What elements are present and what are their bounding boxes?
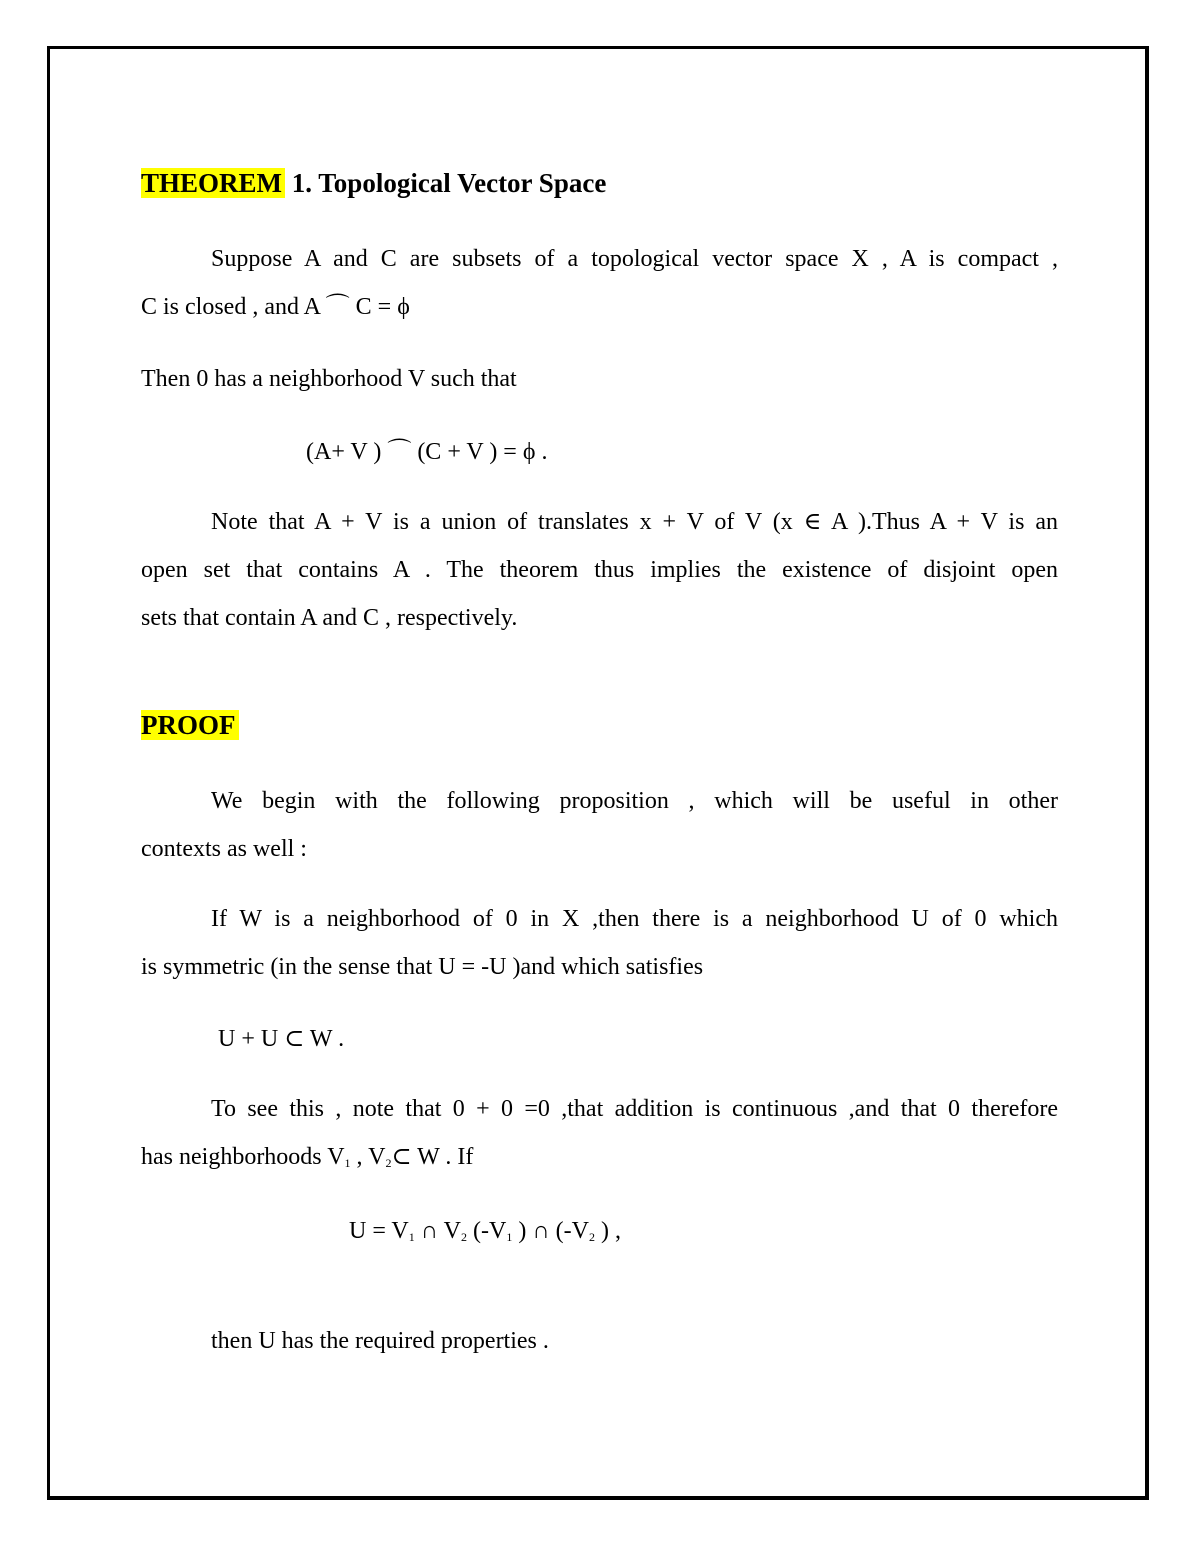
proof-heading — [141, 708, 1058, 742]
statement-line-1: Suppose A and C are subsets of a topological vector space X , A is compact , — [211, 246, 1058, 272]
subscript: 1 — [408, 1230, 415, 1244]
subscript: 2 — [588, 1230, 595, 1244]
proposition-line-1: If W is a neighborhood of 0 in X ,then there is a neighborhood U of 0 which — [211, 906, 1058, 932]
formula-part: ∩ V — [414, 1218, 461, 1244]
note-line-3: sets that contain A and C , respectively. — [141, 605, 518, 631]
proof-highlight: PROOF — [141, 710, 239, 740]
see-line-2 — [141, 1142, 1058, 1178]
see-line-1: To see this , note that 0 + 0 =0 ,that addition is continuous ,and that 0 therefore — [211, 1096, 1058, 1122]
subscript: 2 — [461, 1230, 467, 1244]
note-line-1: Note that A + V is a union of translates x + V of V (x ∈ A ).Thus A + V is an — [211, 509, 1058, 535]
statement-line-2: C is closed , and A ⌒ C = ϕ — [141, 294, 410, 320]
formula-part: U = V — [349, 1218, 409, 1244]
see-line-2-text: , V — [350, 1144, 386, 1170]
theorem-formula: (A+ V ) ⌒ (C + V ) = ϕ . — [306, 439, 548, 465]
formula-part: ) , — [594, 1218, 621, 1244]
subscript: 1 — [506, 1230, 513, 1244]
note-line-2: open set that contains A . The theorem thus implies the existence of disjoint open — [141, 557, 1058, 583]
u-formula — [349, 1216, 621, 1252]
conclusion-line: then U has the required properties . — [211, 1328, 549, 1354]
proof-intro-line-1: We begin with the following proposition , which will be useful in other — [211, 788, 1058, 814]
theorem-heading — [141, 166, 1058, 200]
see-line-2-text: has neighborhoods V — [141, 1144, 345, 1170]
theorem-title: 1. Topological Vector Space — [285, 168, 607, 198]
proof-intro-line-2: contexts as well : — [141, 836, 307, 862]
formula-part: ) ∩ (-V — [512, 1218, 589, 1244]
proposition-line-2: is symmetric (in the sense that U = -U )and which satisfies — [141, 954, 704, 980]
proposition-formula: U + U ⊂ W . — [218, 1026, 345, 1052]
subscript: 1 — [344, 1156, 351, 1170]
subscript: 2 — [385, 1156, 392, 1170]
see-line-2-text: ⊂ W . If — [391, 1144, 474, 1170]
formula-part: (-V — [467, 1218, 507, 1244]
then-line: Then 0 has a neighborhood V such that — [141, 366, 517, 392]
theorem-highlight: THEOREM — [141, 168, 285, 198]
